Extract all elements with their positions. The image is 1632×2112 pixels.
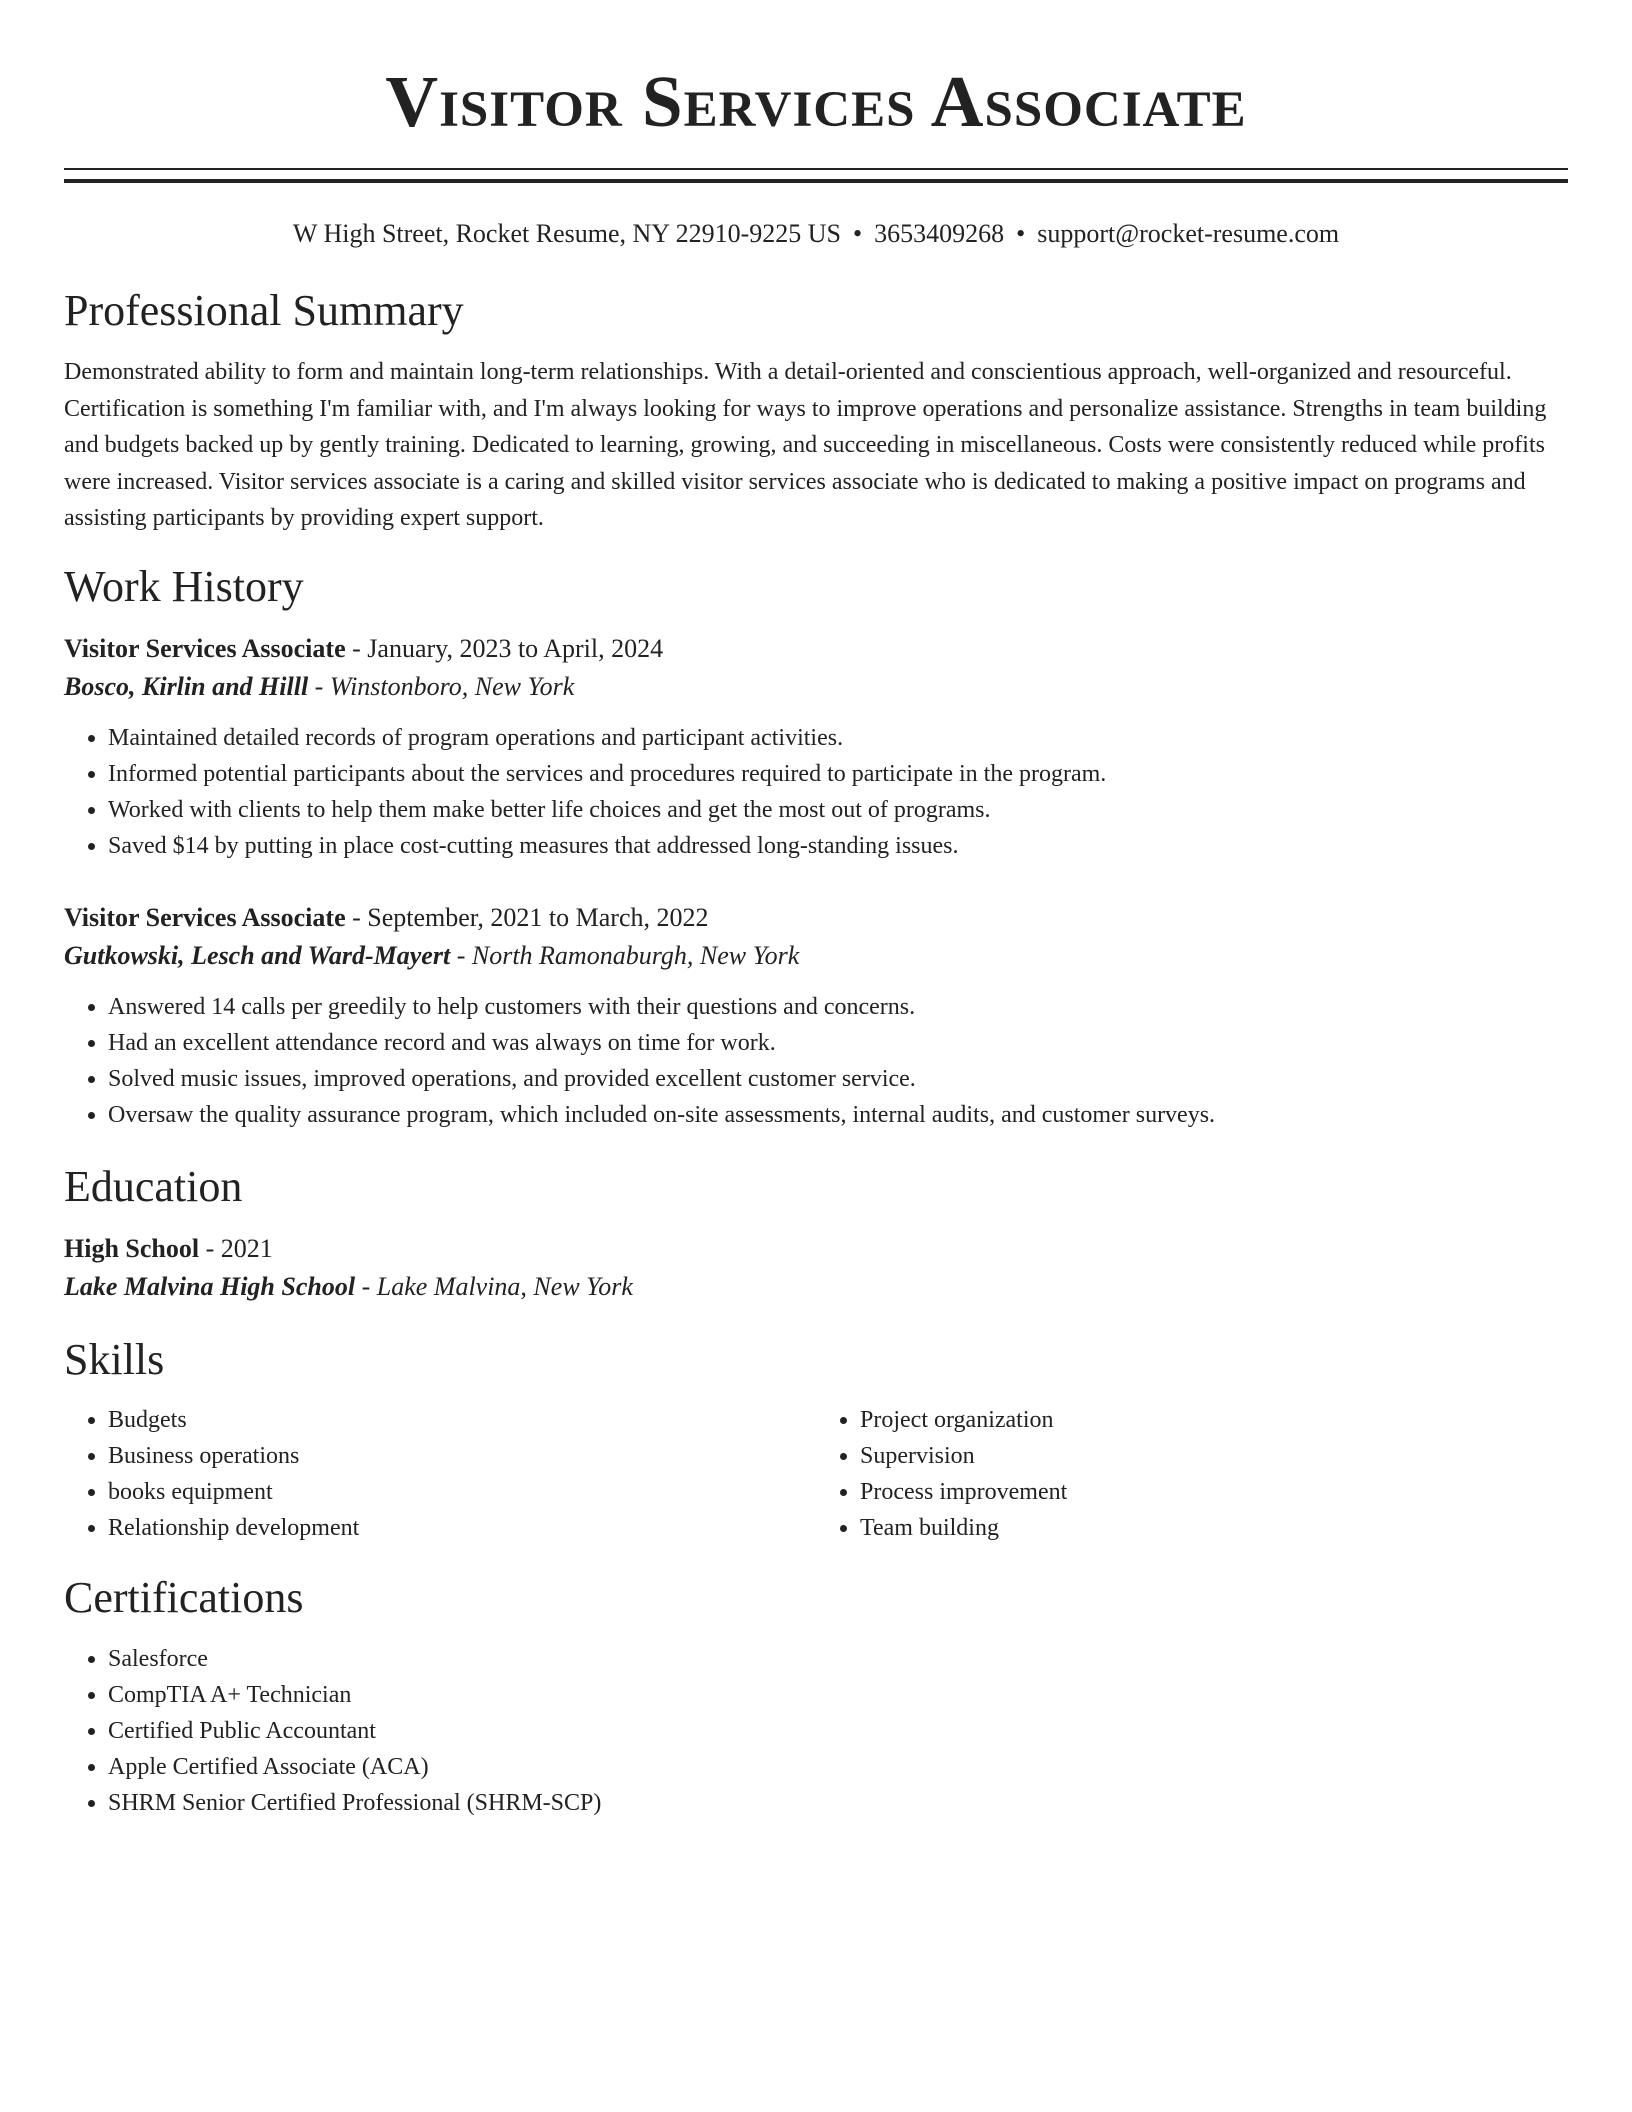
header-divider <box>64 168 1568 183</box>
job-bullet: • Saved $14 by putting in place cost-cutting measures that addressed long-standing issues. <box>108 828 1568 864</box>
job-bullet: • Had an excellent attendance record and was always on time for work. <box>108 1025 1568 1061</box>
skill-item: • Supervision <box>860 1438 1568 1474</box>
skill-item: • Budgets <box>108 1402 816 1438</box>
job-title: Visitor Services Associate <box>64 633 346 663</box>
skill-item: • Project organization <box>860 1402 1568 1438</box>
contact-separator: • <box>852 219 863 248</box>
skills-column-left <box>64 1402 816 1546</box>
job-entry <box>64 899 1568 1133</box>
certification-item: • SHRM Senior Certified Professional (SHRM-SCP) <box>108 1785 1568 1821</box>
job-title-line: Visitor Services Associate - September, 2021 to March, 2022 <box>64 902 709 932</box>
job-bullets <box>64 989 1568 1133</box>
job-bullet: • Maintained detailed records of program operations and participant activities. <box>108 720 1568 756</box>
degree-line: High School - 2021 <box>64 1233 273 1263</box>
job-bullet: • Answered 14 calls per greedily to help customers with their questions and concerns. <box>108 989 1568 1025</box>
skills-list <box>64 1402 1568 1546</box>
summary-text: Demonstrated ability to form and maintain long-term relationships. With a detail-oriented and conscientious approach, well-organized and resourceful. Certification is something I'm familiar with, and I'm always looking for ways to improve operations and personalize assistance. Strengths in team building and budgets backed up by gently training. Dedicated to learning, growing, and succeeding in miscellaneous. Costs were consistently reduced while profits were increased. Visitor services associate is a caring and skilled visitor services associate who is dedicated to making a positive impact on programs and assisting participants by providing expert support. <box>64 359 1547 531</box>
job-bullet: • Oversaw the quality assurance program, which included on-site assessments, internal audits, and customer surveys. <box>108 1097 1568 1133</box>
job-bullet: • Solved music issues, improved operations, and provided excellent customer service. <box>108 1061 1568 1097</box>
contact-address: W High Street, Rocket Resume, NY 22910-9225 US <box>292 219 841 248</box>
job-bullet: • Informed potential participants about the services and procedures required to participate in the program. <box>108 756 1568 792</box>
school-name: Lake Malvina High School <box>64 1271 356 1301</box>
school-location: Lake Malvina, New York <box>376 1271 633 1301</box>
job-dates: January, 2023 to April, 2024 <box>367 633 664 663</box>
job-company: Bosco, Kirlin and Hilll <box>64 671 309 701</box>
certifications-heading: Certifications <box>64 1572 304 1622</box>
job-entry <box>64 630 1568 864</box>
job-location: Winstonboro, New York <box>329 671 575 701</box>
certification-item: • CompTIA A+ Technician <box>108 1677 1568 1713</box>
contact-separator: • <box>1016 219 1026 248</box>
job-title-line: Visitor Services Associate - January, 2023 to April, 2024 <box>64 633 664 663</box>
job-bullets <box>64 720 1568 864</box>
skill-item: • Team building <box>860 1510 1568 1546</box>
summary-heading: Professional Summary <box>64 286 464 335</box>
contact-line <box>64 217 1568 251</box>
skills-column-right <box>816 1402 1568 1546</box>
school-line: Lake Malvina High School - Lake Malvina, New York <box>64 1271 633 1301</box>
education-entry <box>64 1230 1568 1306</box>
job-dates: September, 2021 to March, 2022 <box>367 902 709 932</box>
skills-heading: Skills <box>64 1334 165 1384</box>
certifications-list <box>64 1641 1568 1821</box>
contact-email: support@rocket-resume.com <box>1037 219 1340 248</box>
job-bullet: • Worked with clients to help them make better life choices and get the most out of programs. <box>108 792 1568 828</box>
work-history-heading: Work History <box>64 561 304 611</box>
education-heading: Education <box>64 1161 243 1211</box>
degree: High School <box>64 1233 200 1263</box>
skill-item: • Process improvement <box>860 1474 1568 1510</box>
job-location: North Ramonaburgh, New York <box>471 940 800 970</box>
contact-phone: 3653409268 <box>874 219 1005 248</box>
job-company: Gutkowski, Lesch and Ward-Mayert <box>64 940 451 970</box>
skill-item: • Relationship development <box>108 1510 816 1546</box>
certification-item: • Apple Certified Associate (ACA) <box>108 1749 1568 1785</box>
certification-item: • Salesforce <box>108 1641 1568 1677</box>
resume-name: Visitor Services Associate <box>385 61 1247 142</box>
job-company-line: Bosco, Kirlin and Hilll - Winstonboro, New York <box>64 671 575 701</box>
graduation-year: 2021 <box>220 1233 273 1263</box>
certification-item: • Certified Public Accountant <box>108 1713 1568 1749</box>
job-title: Visitor Services Associate <box>64 902 346 932</box>
skill-item: • Business operations <box>108 1438 816 1474</box>
job-company-line: Gutkowski, Lesch and Ward-Mayert - North Ramonaburgh, New York <box>64 940 800 970</box>
skill-item: • books equipment <box>108 1474 816 1510</box>
